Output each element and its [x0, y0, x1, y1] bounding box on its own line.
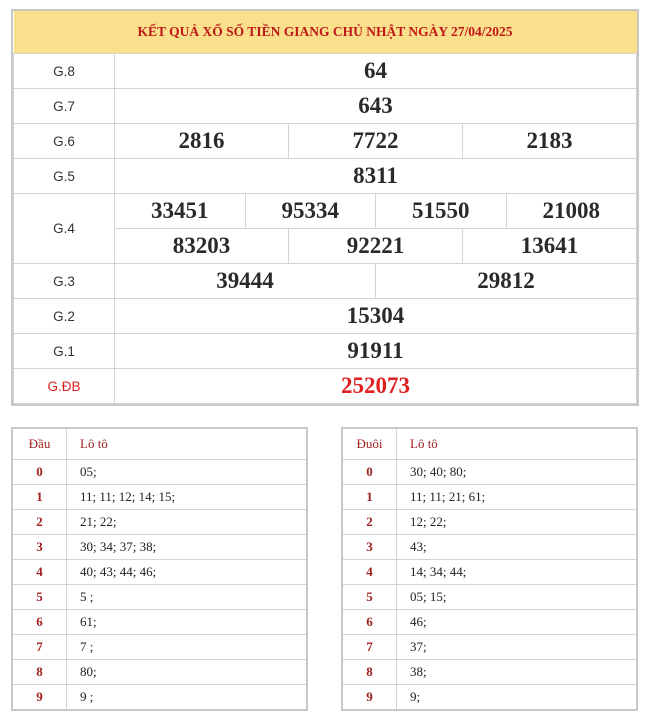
prize-number: 39444	[115, 264, 376, 299]
digit: 3	[13, 535, 67, 560]
loto-values: 38;	[397, 660, 637, 685]
table-row	[343, 535, 636, 560]
table-row	[343, 485, 636, 510]
prize-number: 91911	[115, 334, 637, 369]
digit: 2	[343, 510, 397, 535]
prize-number: 92221	[289, 229, 463, 264]
results-title: KẾT QUẢ XỔ SỐ TIỀN GIANG CHỦ NHẬT NGÀY 27/04/2025	[14, 11, 637, 54]
digit: 8	[13, 660, 67, 685]
loto-values: 46;	[397, 610, 637, 635]
loto-values: 80;	[67, 660, 307, 685]
prize-number: 2816	[115, 124, 289, 159]
prize-number: 51550	[376, 194, 507, 229]
digit: 6	[343, 610, 397, 635]
digit: 7	[13, 635, 67, 660]
table-row	[13, 535, 306, 560]
table-row	[343, 685, 636, 710]
duoi-header: Đuôi	[343, 429, 397, 460]
loto-values: 43;	[397, 535, 637, 560]
digit: 0	[13, 460, 67, 485]
table-row	[343, 585, 636, 610]
prize-number: 2183	[463, 124, 637, 159]
duoi-loto-table	[341, 427, 638, 711]
digit: 5	[343, 585, 397, 610]
table-row	[13, 610, 306, 635]
table-row	[343, 660, 636, 685]
table-row	[13, 510, 306, 535]
prize-label: G.5	[14, 159, 115, 194]
prize-row-g3	[14, 264, 637, 299]
prize-number: 29812	[376, 264, 637, 299]
table-row	[13, 560, 306, 585]
table-row	[343, 610, 636, 635]
loto-values: 30; 40; 80;	[397, 460, 637, 485]
digit: 9	[13, 685, 67, 710]
digit: 4	[343, 560, 397, 585]
table-row	[13, 660, 306, 685]
digit: 4	[13, 560, 67, 585]
results-table	[11, 9, 639, 406]
digit: 9	[343, 685, 397, 710]
table-row	[13, 585, 306, 610]
loto-values: 11; 11; 21; 61;	[397, 485, 637, 510]
loto-values: 5 ;	[67, 585, 307, 610]
prize-number: 64	[115, 54, 637, 89]
prize-number: 7722	[289, 124, 463, 159]
table-row	[13, 685, 306, 710]
prize-label: G.7	[14, 89, 115, 124]
prize-number: 643	[115, 89, 637, 124]
dau-header: Đầu	[13, 429, 67, 460]
digit: 3	[343, 535, 397, 560]
table-row	[13, 485, 306, 510]
prize-number: 33451	[115, 194, 246, 229]
loto-header: Lô tô	[67, 429, 307, 460]
table-row	[343, 510, 636, 535]
digit: 7	[343, 635, 397, 660]
table-row	[343, 460, 636, 485]
digit: 0	[343, 460, 397, 485]
loto-values: 7 ;	[67, 635, 307, 660]
prize-row-g1	[14, 334, 637, 369]
loto-values: 37;	[397, 635, 637, 660]
digit: 1	[343, 485, 397, 510]
loto-header: Lô tô	[397, 429, 637, 460]
digit: 6	[13, 610, 67, 635]
prize-number: 21008	[506, 194, 637, 229]
loto-values: 61;	[67, 610, 307, 635]
prize-label: G.1	[14, 334, 115, 369]
digit: 2	[13, 510, 67, 535]
prize-row-gdb	[14, 369, 637, 404]
loto-values: 11; 11; 12; 14; 15;	[67, 485, 307, 510]
loto-values: 05; 15;	[397, 585, 637, 610]
prize-label: G.8	[14, 54, 115, 89]
prize-row-g2	[14, 299, 637, 334]
dau-header-row	[13, 429, 306, 460]
table-row	[343, 635, 636, 660]
loto-values: 05;	[67, 460, 307, 485]
digit: 1	[13, 485, 67, 510]
prize-row-g8	[14, 54, 637, 89]
special-prize-label: G.ĐB	[14, 369, 115, 404]
prize-number: 15304	[115, 299, 637, 334]
loto-values: 12; 22;	[397, 510, 637, 535]
prize-row-g7	[14, 89, 637, 124]
loto-values: 9;	[397, 685, 637, 710]
prize-row-g4	[14, 194, 637, 229]
prize-row-g5	[14, 159, 637, 194]
loto-values: 30; 34; 37; 38;	[67, 535, 307, 560]
prize-number: 8311	[115, 159, 637, 194]
digit: 5	[13, 585, 67, 610]
loto-values: 14; 34; 44;	[397, 560, 637, 585]
digit: 8	[343, 660, 397, 685]
dau-loto-table	[11, 427, 308, 711]
duoi-header-row	[343, 429, 636, 460]
table-row	[13, 635, 306, 660]
prize-number: 83203	[115, 229, 289, 264]
prize-label: G.4	[14, 194, 115, 264]
loto-values: 40; 43; 44; 46;	[67, 560, 307, 585]
prize-label: G.2	[14, 299, 115, 334]
prize-label: G.6	[14, 124, 115, 159]
prize-number: 95334	[245, 194, 376, 229]
prize-number: 13641	[463, 229, 637, 264]
prize-label: G.3	[14, 264, 115, 299]
special-prize-number: 252073	[115, 369, 637, 404]
table-row	[343, 560, 636, 585]
table-row	[13, 460, 306, 485]
loto-values: 9 ;	[67, 685, 307, 710]
prize-row-g6	[14, 124, 637, 159]
loto-values: 21; 22;	[67, 510, 307, 535]
